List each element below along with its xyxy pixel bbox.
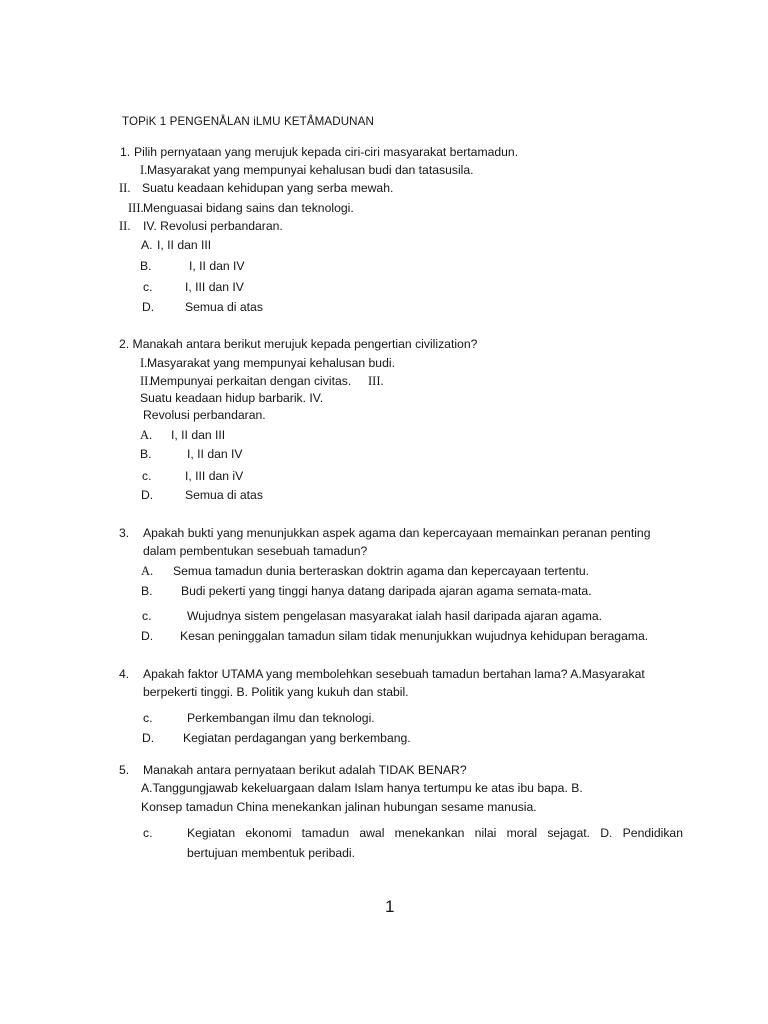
page-number: 1	[385, 897, 395, 916]
q1-option-c-text: I, III dan IV	[185, 280, 244, 294]
q3-option-a-letter: A.	[141, 564, 154, 578]
q3-option-c-text: Wujudnya sistem pengelasan masyarakat ialah hasil daripada ajaran agama.	[187, 609, 603, 623]
q3-option-a-text: Semua tamadun dunia berteraskan doktrin agama dan kepercayaan tertentu.	[173, 564, 589, 578]
q2-option-c-letter: c.	[142, 469, 152, 483]
q2-option-d-text: Semua di atas	[185, 488, 263, 502]
q2-line2-marker: II.	[140, 374, 152, 388]
q1-text: Pilih pernyataan yang merujuk kepada ciri-ciri masyarakat bertamadun.	[134, 145, 519, 159]
q1-option-a-text: I, II dan III	[157, 238, 212, 252]
q2-line4: Revolusi perbandaran.	[143, 408, 266, 422]
q1-stmt3-text: Menguasai bidang sains dan teknologi.	[143, 201, 354, 215]
q1-option-b-text: I, II dan IV	[189, 259, 245, 273]
q1-stmt2-text: Suatu keadaan kehidupan yang serba mewah.	[142, 181, 394, 195]
q1-number: 1.	[120, 145, 131, 159]
q2-line2-tail: III.	[368, 374, 384, 388]
q5-line3: Konsep tamadun China menekankan jalinan hubungan sesame manusia.	[141, 800, 537, 814]
q1-option-a-letter: A.	[141, 238, 153, 252]
q3-option-c-letter: c.	[142, 609, 152, 623]
q5-line1: Manakah antara pernyataan berikut adalah TIDAK BENAR?	[143, 763, 467, 777]
q1-option-d-text: Semua di atas	[185, 300, 263, 314]
q4-line1: Apakah faktor UTAMA yang membolehkan sesebuah tamadun bertahan lama? A.Masyarakat	[143, 667, 645, 681]
q2-option-a-text: I, II dan III	[171, 428, 226, 442]
q3-option-b-text: Budi pekerti yang tinggi hanya datang daripada ajaran agama semata-mata.	[181, 584, 592, 598]
q1-stmt4-marker: II.	[119, 219, 131, 233]
q5-option-c-line2: bertujuan membentuk peribadi.	[187, 846, 356, 860]
q3-option-d-letter: D.	[141, 629, 154, 643]
q1-stmt3-marker: III.	[128, 201, 144, 215]
q2-line1: Masyarakat yang mempunyai kehalusan budi.	[147, 356, 395, 370]
q2-line2: Mempunyai perkaitan dengan civitas.	[150, 374, 352, 388]
q4-option-c-text: Perkembangan ilmu dan teknologi.	[187, 711, 375, 725]
q4-option-d-letter: D.	[142, 731, 155, 745]
q4-option-d-text: Kegiatan perdagangan yang berkembang.	[183, 731, 411, 745]
q2-option-c-text: I, III dan iV	[185, 469, 244, 483]
q2-line1-marker: I.	[140, 356, 148, 370]
q4-line2: berpekerti tinggi. B. Politik yang kukuh dan stabil.	[143, 685, 409, 699]
q2-line3: Suatu keadaan hidup barbarik. IV.	[140, 391, 324, 405]
q2-option-d-letter: D.	[141, 488, 154, 502]
q1-stmt4-text: IV. Revolusi perbandaran.	[143, 219, 283, 233]
q1-option-c-letter: c.	[143, 280, 153, 294]
q5-number: 5.	[119, 763, 130, 777]
q2-option-b-letter: B.	[140, 447, 152, 461]
topic-title: TOPiK 1 PENGENÅLAN iLMU KETÅMADUNAN	[122, 115, 374, 128]
q3-number: 3.	[119, 526, 130, 540]
q3-option-d-text: Kesan peninggalan tamadun silam tidak menunjukkan wujudnya kehidupan beragama.	[180, 629, 649, 643]
q4-option-c-letter: c.	[143, 711, 153, 725]
q5-option-c-letter: c.	[143, 826, 153, 840]
q3-line2: dalam pembentukan sesebuah tamadun?	[143, 544, 368, 558]
q2-option-a-letter: A.	[140, 428, 153, 442]
q1-option-b-letter: B.	[140, 259, 152, 273]
q5-line2: A.Tanggungjawab kekeluargaan dalam Islam hanya tertumpu ke atas ibu bapa. B.	[141, 781, 583, 795]
q1-stmt1-text: Masyarakat yang mempunyai kehalusan budi dan tatasusila.	[147, 163, 474, 177]
q2-text: 2. Manakah antara berikut merujuk kepada pengertian civilization?	[119, 337, 478, 351]
q3-option-b-letter: B.	[141, 584, 153, 598]
q2-option-b-text: I, II dan IV	[187, 447, 243, 461]
q4-number: 4.	[119, 667, 130, 681]
q1-stmt1-marker: I.	[140, 163, 148, 177]
q3-line1: Apakah bukti yang menunjukkan aspek agama dan kepercayaan memainkan peranan penting	[143, 526, 651, 540]
q1-stmt2-marker: II.	[119, 181, 131, 195]
q1-option-d-letter: D.	[142, 300, 155, 314]
q5-option-c-line1: Kegiatan ekonomi tamadun awal menekankan nilai moral sejagat. D. Pendidikan	[187, 826, 683, 840]
